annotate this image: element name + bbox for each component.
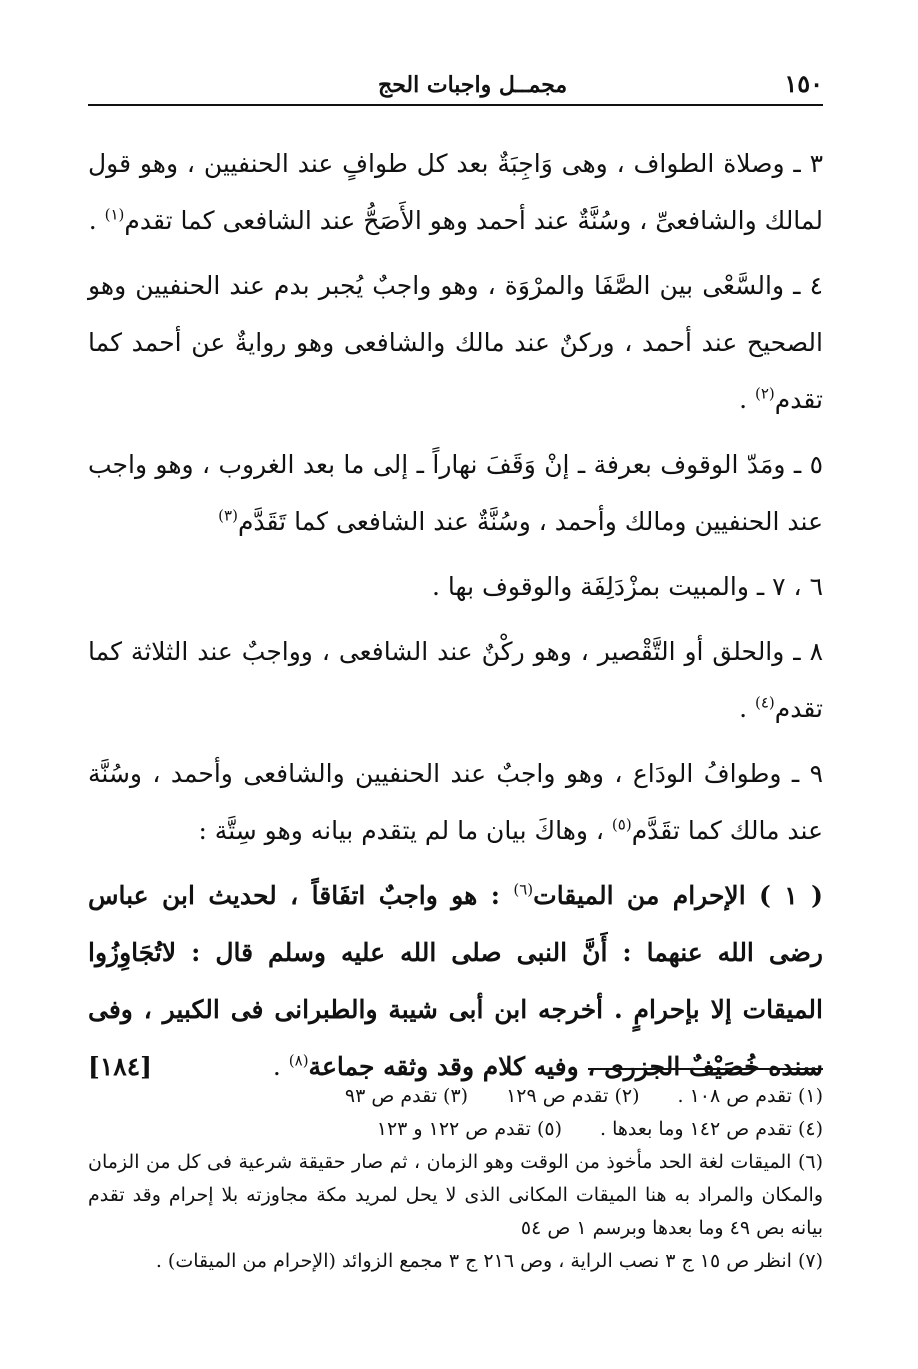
paragraph-4: [88, 257, 823, 428]
footnote-mark: (١): [104, 205, 125, 224]
footnote-7: (٧) انظر ص ١٥ ج ٣ نصب الراية ، وص ٢١٦ ج ٣ مجمع الزوائد (الإحرام من الميقات) .: [155, 1250, 823, 1272]
page-header: [88, 60, 823, 106]
footnote-row-2: [88, 1113, 823, 1146]
footnote-mark: (٣): [218, 506, 238, 525]
footnote-4: (٤) تقدم ص ١٤٢ وما بعدها .: [600, 1118, 823, 1140]
footnote-mark: (٨): [288, 1051, 309, 1070]
paragraph-9: [88, 745, 823, 859]
paragraph-text: ٩ ـ وطوافُ الودَاع ، وهو واجبٌ عند الحنفيين والشافعى وأحمد ، وسُنَّة عند مالك كما تقَدَّم: [88, 759, 823, 845]
footnote-3: (٣) تقدم ص ٩٣: [344, 1085, 469, 1107]
page-number: ١٥٠: [784, 69, 823, 98]
footnotes: [88, 1080, 823, 1278]
reference-tag: [١٨٤]: [88, 1052, 152, 1081]
footnote-row-1: [88, 1080, 823, 1113]
footnote-separator: [588, 1068, 823, 1070]
paragraph-8: [88, 623, 823, 737]
paragraph-tail: .: [739, 694, 755, 723]
paragraph-3: [88, 135, 823, 249]
paragraph-tail: .: [739, 385, 755, 414]
footnote-5: (٥) تقدم ص ١٢٢ و ١٢٣: [376, 1118, 563, 1140]
paragraph-text: : هو واجبٌ اتفَاقاً ، لحديث ابن عباس رضى الله عنهما : أَنَّ النبى صلى الله عليه وسلم قال : لاتُجَاوِزُوا الميقات إلا بإحرامٍ . أخرجه ابن أبى شيبة والطبرانى فى الكبير ، وفى سنده خُصَيْفٌ الجزرى ، وفيه كلام وقد وثقه جماعة: [88, 881, 823, 1081]
footnote-mark: (٢): [755, 384, 775, 403]
footnote-mark: (٦): [513, 880, 534, 899]
running-title: مجمــل واجبات الحج: [378, 72, 568, 98]
paragraph-tail: .: [272, 1052, 289, 1081]
footnote-6: (٦) الميقات لغة الحد مأخوذ من الوقت وهو الزمان ، ثم صار حقيقة شرعية فى كل من الزمان والمكان والمراد به هنا الميقات المكانى الذى لا يحل لمريد مكة مجاوزته بلا إحرام وقد تقدم بيانه بص ٤٩ وما بعدها وبرسم ١ ص ٥٤: [88, 1151, 823, 1239]
paragraph-text: ٨ ـ والحلق أو التَّقْصير ، وهو ركْنٌ عند الشافعى ، وواجبٌ عند الثلاثة كما تقدم: [88, 637, 823, 723]
paragraph-tail: .: [88, 206, 105, 235]
paragraph-6-7: [88, 558, 823, 615]
footnote-mark: (٤): [755, 693, 775, 712]
section-heading: ( ١ ) الإحرام من الميقات: [533, 881, 823, 910]
footnote-mark: (٥): [611, 815, 632, 834]
paragraph-5: [88, 436, 823, 550]
paragraph-tail: ، وهاكَ بيان ما لم يتقدم بيانه وهو سِتَّة :: [198, 816, 612, 845]
paragraph-text: ٥ ـ ومَدّ الوقوف بعرفة ـ إنْ وَقَفَ نهاراً ـ إلى ما بعد الغروب ، وهو واجب عند الحنفيين ومالك وأحمد ، وسُنَّةٌ عند الشافعى كما تَقَدَّم: [88, 450, 823, 536]
main-text: [88, 135, 823, 1103]
footnote-2: (٢) تقدم ص ١٢٩: [506, 1085, 640, 1107]
paragraph-text: ٤ ـ والسَّعْى بين الصَّفَا والمرْوَة ، وهو واجبٌ يُجبر بدم عند الحنفيين وهو الصحيح عند أحمد ، وركنٌ عند مالك والشافعى وهو روايةٌ عن أحمد كما تقدم: [88, 271, 823, 414]
paragraph-text: ٦ ، ٧ ـ والمبيت بمزْدَلِفَة والوقوف بها .: [432, 572, 823, 601]
paragraph-ihram: [88, 867, 823, 1095]
paragraph-text: ٣ ـ وصلاة الطواف ، وهى وَاجِبَةٌ بعد كل طوافٍ عند الحنفيين ، وهو قول لمالك والشافعىِّ ، وسُنَّةٌ عند أحمد وهو الأَصَحُّ عند الشافعى كما تقدم: [88, 149, 823, 235]
footnote-1: (١) تقدم ص ١٠٨ .: [677, 1085, 823, 1107]
